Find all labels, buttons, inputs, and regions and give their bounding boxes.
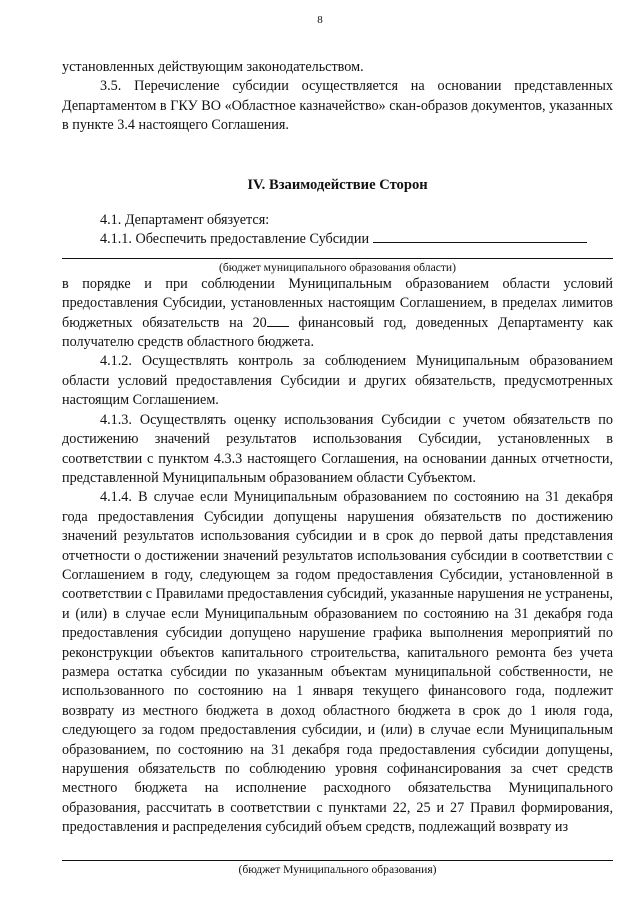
paragraph-4-1-3: 4.1.3. Осуществлять оценку использования Субсидии с учетом обязательств по достижению значений результатов использования Субсидии, установленных в соответствии с пунктом 4.3.3 настоящего Соглашения, на основании данных отчетности, представленной Муниципальным образованием области Субъектом. xyxy=(62,411,613,486)
paragraph-3-5: 3.5. Перечисление субсидии осуществляется на основании представленных Департаментом в ГКУ ВО «Областное казначейство» скан-образов документов, указанных в пункте 3.4 настоящего Соглашения. xyxy=(62,78,613,134)
caption-budget-region: (бюджет муниципального образования области) xyxy=(62,258,613,275)
paragraph-4-1-1-continued xyxy=(62,275,613,353)
section-title: IV. Взаимодействие Сторон xyxy=(247,176,428,193)
paragraph-intro-end: установленных действующим законодательством. xyxy=(62,59,364,75)
paragraph-4-1-2: 4.1.2. Осуществлять контроль за соблюдением Муниципальным образованием области условий предоставления Субсидии и других обязательств, предусмотренных настоящим Соглашением. xyxy=(62,353,613,409)
fill-in-line xyxy=(373,230,587,243)
paragraph-4-1-1-cont-a: в порядке и при соблюдении Муниципальным образованием области условий предоставления Субсидии, установленных настоящим Соглашением, в пределах лимитов бюджетных обязательств на 20 xyxy=(62,275,613,331)
page-number: 8 xyxy=(317,14,323,26)
document-body xyxy=(62,58,613,877)
paragraph-4-1-4: 4.1.4. В случае если Муниципальным образованием по состоянию на 31 декабря года предоставления Субсидии допущены нарушения обязательств по достижению значений результатов использования субсидии и в срок до первой даты представления отчетности о достижении значений результатов использования субсидии в соответствии с Соглашением в году, следующем за годом предоставления Субсидии, установленной в соответствии с Правилами предоставления субсидий, указанные нарушения не устранены, и (или) в случае если Муниципальным образованием по состоянию на 31 декабря года предоставления субсидии допущено нарушение графика выполнения мероприятий по реконструкции объектов капитального строительства, капитального ремонта без учета размера остатка субсидии по указанным объектам муниципальной собственности, не использованного по состоянию на 1 января текущего финансового года, подлежит возврату из местного бюджета в доход областного бюджета в срок до 1 июля года, следующего за годом предоставления субсидии, и (или) в случае если Муниципальным образованием, по состоянию на 31 декабря года предоставления субсидии допущены, нарушения обязательств по соблюдению уровня софинансирования за счет средств местного бюджета на исполнение расходного обязательства Муниципального образования, рассчитать в соответствии с пунктами 22, 25 и 27 Правил формирования, предоставления и распределения субсидий объем средств, подлежащий возврату из xyxy=(62,489,613,836)
paragraph-4-1-1-cont-b: финансовый год, доведенных Департаменту как получателю средств областного бюджета. xyxy=(62,314,613,351)
year-blank xyxy=(267,314,289,327)
paragraph-4-1-1-text: 4.1.1. Обеспечить предоставление Субсидии xyxy=(100,231,370,248)
caption-budget-municipal: (бюджет Муниципального образования) xyxy=(62,860,613,877)
paragraph-4-1-1 xyxy=(62,230,613,249)
paragraph-4-1: 4.1. Департамент обязуется: xyxy=(100,212,270,229)
